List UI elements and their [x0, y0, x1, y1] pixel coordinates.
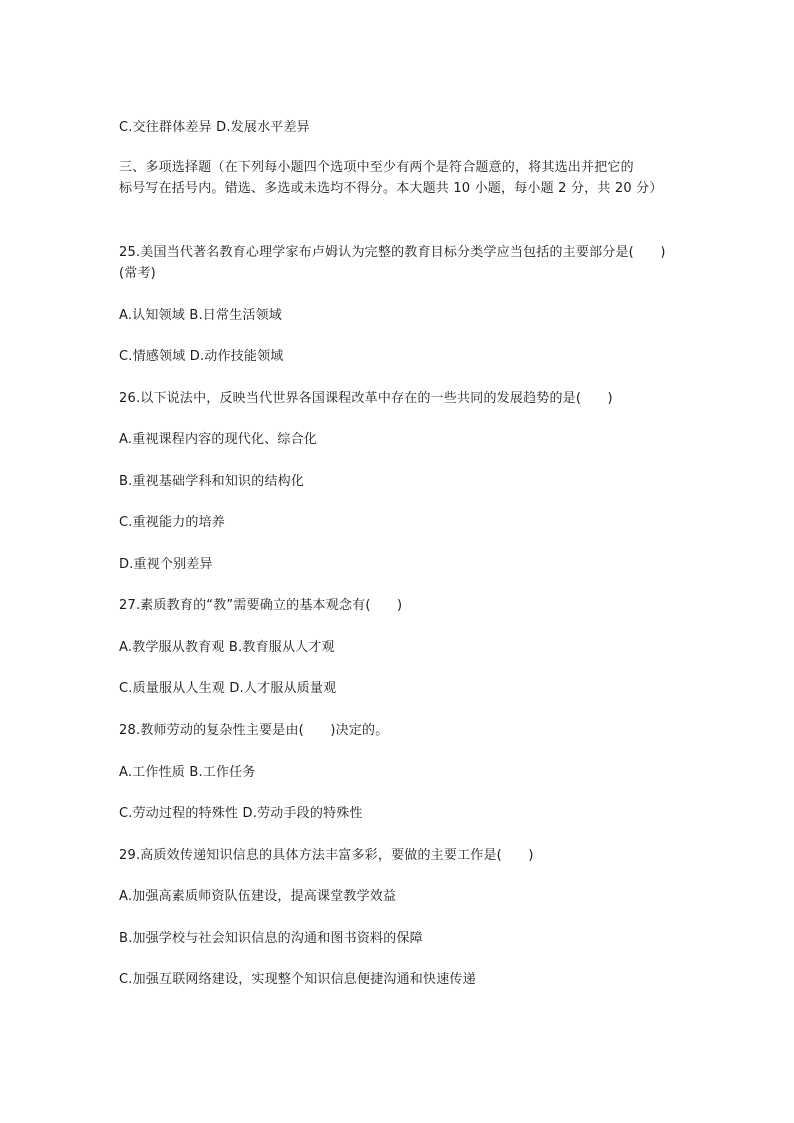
q24-options-cd: C.交往群体差异 D.发展水平差异: [119, 120, 310, 135]
q27-stem: 27.素质教育的“教”需要确立的基本观念有( ): [119, 598, 403, 613]
q27-options-cd: C.质量服从人生观 D.人才服从质量观: [119, 681, 337, 696]
q27-options-ab: A.教学服从教育观 B.教育服从人才观: [119, 640, 335, 655]
section3-instructions-line2: 标号写在括号内。错选、多选或未选均不得分。本大题共 10 小题，每小题 2 分，共 20 分）: [119, 181, 663, 196]
q25-stem: 25.美国当代著名教育心理学家布卢姆认为完整的教育目标分类学应当包括的主要部分是( ): [119, 245, 666, 260]
q26-option-c: C.重视能力的培养: [119, 515, 226, 530]
q25-options-ab: A.认知领域 B.日常生活领域: [119, 308, 282, 323]
q29-option-c: C.加强互联网络建设，实现整个知识信息便捷沟通和快速传递: [119, 972, 476, 987]
q26-option-d: D.重视个别差异: [119, 557, 213, 572]
q29-stem: 29.高质效传递知识信息的具体方法丰富多彩，要做的主要工作是( ): [119, 848, 534, 863]
q29-option-b: B.加强学校与社会知识信息的沟通和图书资料的保障: [119, 931, 423, 946]
q26-option-b: B.重视基础学科和知识的结构化: [119, 474, 305, 489]
q25-options-cd: C.情感领域 D.动作技能领域: [119, 349, 284, 364]
q29-option-a: A.加强高素质师资队伍建设，提高课堂教学效益: [119, 889, 397, 904]
q28-stem: 28.教师劳动的复杂性主要是由( )决定的。: [119, 723, 389, 738]
q25-note: (常考): [119, 266, 156, 281]
q28-options-ab: A.工作性质 B.工作任务: [119, 765, 256, 780]
section3-instructions-line1: 三、多项选择题（在下列每小题四个选项中至少有两个是符合题意的，将其选出并把它的: [119, 160, 634, 175]
q28-options-cd: C.劳动过程的特殊性 D.劳动手段的特殊性: [119, 806, 363, 821]
q26-stem: 26.以下说法中，反映当代世界各国课程改革中存在的一些共同的发展趋势的是( ): [119, 391, 613, 406]
q26-option-a: A.重视课程内容的现代化、综合化: [119, 432, 317, 447]
